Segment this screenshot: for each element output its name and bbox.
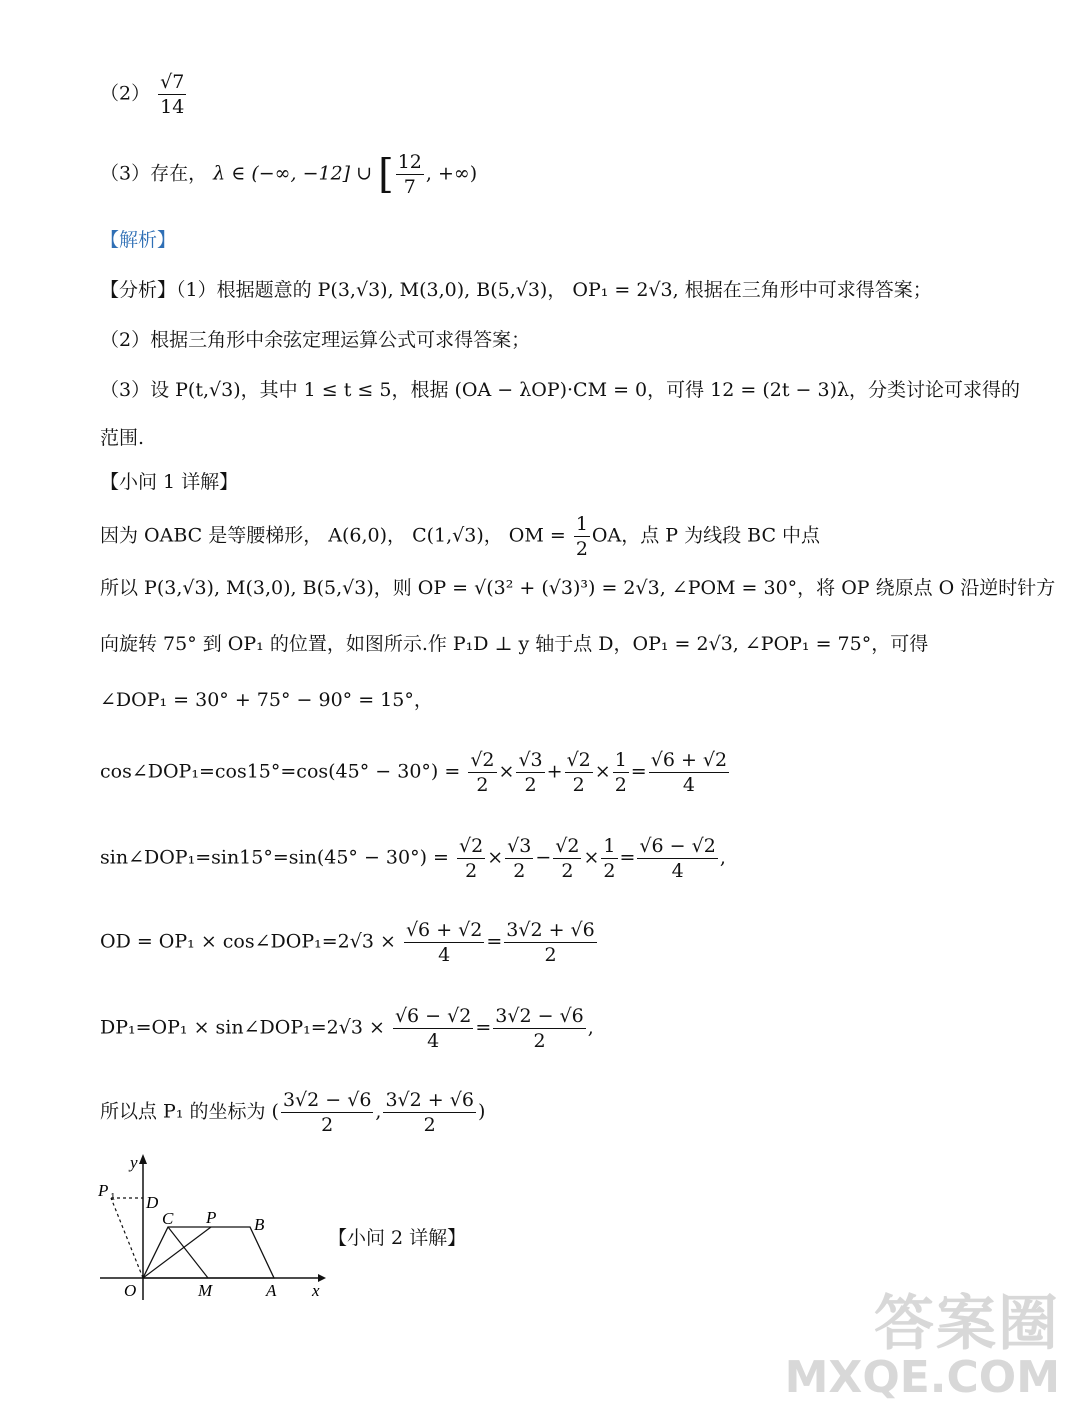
q1-line-3: 向旋转 75° 到 OP₁ 的位置，如图所示.作 P₁D ⊥ y 轴于点 D，OP₁ = 2√3, ∠POP₁ = 75°，可得 (100, 633, 929, 655)
sin-lhs: sin∠DOP₁=sin15°=sin(45° − 30°) = (100, 846, 456, 869)
cos-result-num: √6 + √2 (650, 749, 728, 771)
sin-frac-3-num: √2 (555, 835, 580, 857)
q2-header: 【小问 2 详解】 (328, 1227, 467, 1249)
cos-result (649, 748, 729, 797)
answer-3-tail: , +∞) (425, 162, 478, 185)
coord-x-num: 3√2 − √6 (282, 1089, 372, 1111)
q1-half-num: 1 (575, 513, 588, 535)
q1-coord-line: 所以点 P₁ 的坐标为 ( $\frac{3√2 - √6}{2}$ , $\frac{3√2 + √6}{2}$ ) (100, 1089, 486, 1136)
label-d: D (146, 1193, 159, 1212)
sin-frac-1-num: √2 (459, 835, 484, 857)
coord-y (383, 1088, 475, 1137)
label-p1: P (98, 1181, 109, 1200)
answer-3-bracket: [ (378, 151, 394, 198)
y-axis-arrow (139, 1154, 147, 1164)
q1-half-den: 2 (575, 538, 588, 560)
od-frac-num: √6 + √2 (405, 919, 483, 941)
q1-line-2: 所以 P(3,√3), M(3,0), B(5,√3)，则 OP = √(3² + (√3)³) = 2√3, ∠POM = 30°，将 OP 绕原点 O 沿逆时针方 (100, 577, 1056, 599)
sin-result-num: √6 − √2 (639, 835, 716, 857)
q1-dp-line: DP₁=OP₁ × sin∠DOP₁=2√3 × $\frac{√6 - √2}{4}$ = $\frac{3√2 - √6}{2}$ , (100, 1005, 594, 1052)
fenxi-line-1 (100, 278, 932, 302)
answer-2-numerator: √7 (160, 71, 185, 93)
answer-2-label: （2） (100, 82, 151, 105)
answer-2 (100, 70, 188, 119)
q1-line-4: ∠DOP₁ = 30° + 75° − 90° = 15°， (100, 689, 433, 711)
sin-frac-2-den: 2 (513, 860, 526, 882)
sin-result (637, 834, 717, 883)
answer-3-denominator: 7 (403, 176, 416, 198)
q1-header: 【小问 1 详解】 (100, 471, 239, 493)
dp-frac-num: √6 − √2 (394, 1005, 472, 1027)
sin-frac-2 (505, 834, 533, 883)
cos-lhs: cos∠DOP₁=cos15°=cos(45° − 30°) = (100, 760, 467, 783)
od-result (504, 918, 596, 967)
dp-frac-den: 4 (427, 1030, 440, 1052)
coord-y-num: 3√2 + √6 (385, 1089, 474, 1111)
answer-3-numerator: 12 (397, 151, 422, 173)
cos-frac-3-den: 2 (572, 774, 585, 796)
cos-frac-4-den: 2 (614, 774, 627, 796)
fenxi-line-2: （2）根据三角形中余弦定理运算公式可求得答案； (100, 329, 531, 351)
cos-frac-2-den: 2 (524, 774, 537, 796)
cos-result-den: 4 (682, 774, 695, 796)
trapezoid-oabc (143, 1227, 274, 1278)
sin-frac-4-num: 1 (603, 835, 616, 857)
segment-op1 (111, 1198, 143, 1278)
trapezoid-figure (90, 1150, 330, 1310)
label-m: M (198, 1281, 213, 1300)
cos-frac-1-num: √2 (470, 749, 495, 771)
answer-2-denominator: 14 (160, 96, 185, 118)
sin-frac-4-den: 2 (603, 860, 616, 882)
label-c: C (162, 1209, 174, 1228)
cos-frac-2 (516, 748, 544, 797)
coord-x (281, 1088, 373, 1137)
segment-cm (168, 1227, 208, 1278)
answer-3-set: λ ∈ (−∞, −12] ∪ (213, 162, 379, 185)
cos-frac-2-num: √3 (518, 749, 543, 771)
label-x: x (312, 1281, 320, 1300)
coord-lhs: 所以点 P₁ 的坐标为 ( (100, 1100, 279, 1123)
cos-frac-1 (468, 748, 496, 797)
answer-3 (100, 150, 477, 199)
label-y: y (130, 1153, 138, 1172)
q1-line-1 (100, 512, 820, 561)
analysis-header: 【解析】 (100, 229, 177, 251)
cos-frac-3-num: √2 (566, 749, 591, 771)
answer-3-label: （3）存在， (100, 162, 208, 185)
watermark (784, 1289, 1060, 1403)
q1-sin-line: sin∠DOP₁=sin15°=sin(45° − 30°) = $\frac{√2}{2}$ × $\frac{√3}{2}$ − $\frac{√2}{2}$ × $\frac{1}{2}$ = $\frac{√6 - √2}{4}$ , (100, 835, 726, 882)
fenxi-line-3: （3）设 P(t,√3)，其中 1 ≤ t ≤ 5，根据 (OA − λOP)·CM = 0，可得 12 = (2t − 3)λ，分类讨论可求得的 (100, 379, 1021, 401)
fenxi-text-1: （1）根据题意的 P(3,√3), M(3,0), B(5,√3)， OP₁ = 2√3, 根据在三角形中可求得答案； (176, 279, 932, 301)
od-frac-den: 4 (438, 944, 451, 966)
q1-od-line: OD = OP₁ × cos∠DOP₁=2√3 × $\frac{√6 + √2}{4}$ = $\frac{3√2 + √6}{2}$ (100, 919, 595, 966)
q1-half-fraction (574, 512, 590, 561)
sin-frac-4 (601, 834, 617, 883)
dp-frac (393, 1004, 473, 1053)
q1-cos-line: cos∠DOP₁=cos15°=cos(45° − 30°) = $\frac{√2}{2}$ × $\frac{√3}{2}$ + $\frac{√2}{2}$ × $\frac{1}{2}$ = $\frac{√6 + √2}{4}$ (100, 749, 728, 796)
fenxi-label: 【分析】 (100, 279, 177, 301)
cos-frac-1-den: 2 (476, 774, 489, 796)
fenxi-line-4: 范围. (100, 427, 145, 449)
od-result-den: 2 (544, 944, 557, 966)
sin-frac-2-num: √3 (507, 835, 532, 857)
od-result-num: 3√2 + √6 (506, 919, 595, 941)
dp-lhs: DP₁=OP₁ × sin∠DOP₁=2√3 × (100, 1016, 391, 1039)
dp-result-num: 3√2 − √6 (495, 1005, 584, 1027)
watermark-cn: 答案圈 (874, 1289, 1060, 1359)
od-frac (404, 918, 484, 967)
coord-x-den: 2 (321, 1114, 334, 1136)
sin-frac-1 (457, 834, 485, 883)
coord-y-den: 2 (423, 1114, 436, 1136)
label-o: O (124, 1281, 137, 1300)
answer-2-fraction (158, 70, 186, 119)
cos-frac-4 (613, 748, 629, 797)
sin-frac-3 (553, 834, 581, 883)
dp-result (493, 1004, 585, 1053)
q1-line-1b: OA，点 P 为线段 BC 中点 (591, 524, 821, 547)
label-a: A (266, 1281, 277, 1300)
watermark-en: MXQE.COM (784, 1352, 1060, 1403)
q1-line-1a: 因为 OABC 是等腰梯形， A(6,0)， C(1,√3)， OM = (100, 524, 572, 547)
cos-frac-3 (565, 748, 593, 797)
od-lhs: OD = OP₁ × cos∠DOP₁=2√3 × (100, 930, 402, 953)
segment-op (143, 1227, 211, 1278)
sin-frac-3-den: 2 (561, 860, 574, 882)
label-b: B (254, 1215, 265, 1234)
label-p1-sub: 1 (110, 1191, 116, 1203)
label-p: P (206, 1208, 217, 1227)
sin-frac-1-den: 2 (465, 860, 478, 882)
cos-frac-4-num: 1 (614, 749, 627, 771)
sin-result-den: 4 (671, 860, 684, 882)
dp-result-den: 2 (533, 1030, 546, 1052)
answer-3-fraction (396, 150, 424, 199)
